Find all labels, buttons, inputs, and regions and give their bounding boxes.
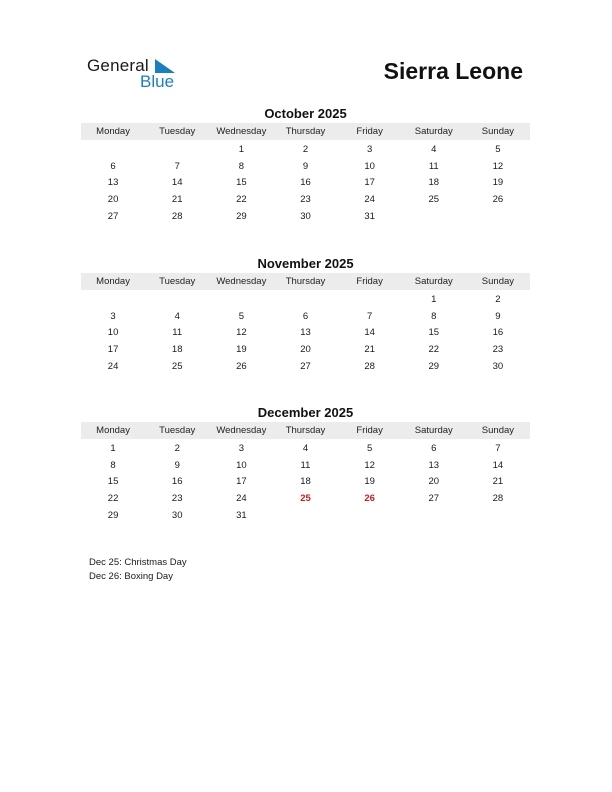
weekday-label: Monday: [96, 126, 130, 137]
day-cell: 21: [364, 344, 375, 356]
month-november: [81, 255, 530, 375]
day-cell: 11: [172, 327, 183, 339]
weekday-label: Sunday: [481, 276, 515, 287]
day-cell: 13: [300, 327, 311, 339]
day-cell: 4: [431, 143, 437, 155]
day-cell: 9: [495, 310, 501, 322]
day-cell: 22: [236, 194, 247, 206]
day-cell: 6: [431, 442, 437, 454]
day-cell: 29: [107, 510, 119, 522]
week-row: [81, 208, 530, 225]
day-cell: 29: [428, 361, 440, 373]
day-cell: 30: [171, 510, 183, 522]
day-cell: 13: [107, 177, 119, 189]
day-cell: 28: [364, 361, 375, 373]
day-cell: 4: [174, 310, 180, 322]
day-cell: 27: [300, 361, 311, 373]
day-cell: 30: [492, 361, 504, 373]
weekday-label: Wednesday: [216, 276, 267, 287]
day-cell: 28: [171, 211, 183, 223]
day-cell: 16: [492, 327, 504, 339]
logo-general-text: General: [87, 56, 149, 75]
weekday-label: Sunday: [481, 126, 515, 137]
day-cell: 9: [302, 160, 309, 172]
week-row: [81, 507, 530, 524]
month-title: November 2025: [257, 256, 354, 271]
day-cell: 12: [236, 327, 247, 339]
weekday-label: Friday: [356, 126, 383, 137]
day-cell: 24: [107, 361, 119, 373]
weekday-label: Thursday: [285, 425, 326, 436]
week-row: [81, 175, 530, 192]
day-cell: 18: [300, 476, 311, 488]
day-cell: 6: [302, 310, 309, 322]
logo-blue-text: Blue: [140, 72, 175, 91]
day-cell: 8: [238, 160, 244, 172]
weekday-label: Tuesday: [159, 276, 196, 287]
weekday-label: Friday: [356, 425, 383, 436]
day-cell: 23: [492, 344, 504, 356]
day-cell: 15: [236, 177, 247, 189]
day-cell: 7: [366, 310, 373, 322]
day-cell: 12: [364, 459, 375, 471]
day-cell: 17: [364, 177, 375, 189]
week-row: [81, 158, 530, 175]
weekday-label: Monday: [96, 425, 130, 436]
weekday-label: Monday: [96, 276, 130, 287]
day-cell: 2: [302, 143, 309, 155]
month-title: October 2025: [264, 106, 347, 121]
week-row: [81, 141, 530, 158]
day-cell: 5: [495, 143, 501, 155]
day-cell: 10: [107, 327, 119, 339]
holiday-day-cell: 26: [364, 493, 375, 505]
day-cell: 22: [107, 493, 119, 505]
day-cell: 15: [107, 476, 119, 488]
day-cell: 20: [300, 344, 311, 356]
day-cell: 8: [110, 459, 116, 471]
month-title: December 2025: [257, 405, 354, 420]
day-cell: 5: [238, 310, 244, 322]
day-cell: 11: [300, 459, 311, 471]
weekday-label: Saturday: [414, 276, 453, 287]
month-october: [81, 105, 530, 225]
day-cell: 20: [428, 476, 440, 488]
week-row: [81, 325, 530, 342]
day-cell: 20: [107, 194, 119, 206]
day-cell: 31: [236, 510, 247, 522]
day-cell: 5: [366, 442, 373, 454]
day-cell: 19: [492, 177, 504, 189]
day-cell: 23: [171, 493, 183, 505]
day-cell: 14: [364, 327, 375, 339]
weekday-header: [81, 123, 530, 140]
logo-flag-icon: [155, 59, 175, 73]
day-cell: 2: [174, 442, 180, 454]
day-cell: 16: [171, 476, 183, 488]
week-row: [81, 490, 530, 507]
weekday-label: Saturday: [414, 425, 453, 436]
day-cell: 25: [428, 194, 440, 206]
weekday-label: Saturday: [414, 126, 453, 137]
day-cell: 26: [236, 361, 247, 373]
day-cell: 10: [236, 459, 247, 471]
weekday-label: Sunday: [481, 425, 515, 436]
month-december: [81, 404, 530, 524]
day-cell: 3: [366, 143, 373, 155]
day-cell: 24: [364, 194, 375, 206]
day-cell: 23: [300, 194, 311, 206]
weekday-label: Friday: [356, 276, 383, 287]
day-cell: 21: [171, 194, 183, 206]
weekday-header: [81, 273, 530, 290]
day-cell: 19: [364, 476, 375, 488]
day-cell: 27: [107, 211, 119, 223]
day-cell: 11: [428, 160, 439, 172]
day-cell: 2: [495, 293, 501, 305]
holiday-day-cell: 25: [300, 493, 311, 505]
day-cell: 29: [236, 211, 247, 223]
day-cell: 13: [428, 459, 440, 471]
weekday-label: Thursday: [285, 126, 326, 137]
day-cell: 19: [236, 344, 247, 356]
day-cell: 1: [238, 143, 244, 155]
day-cell: 1: [110, 442, 116, 454]
week-row: [81, 291, 530, 308]
week-row: [81, 457, 530, 474]
country-title: Sierra Leone: [383, 58, 523, 84]
day-cell: 3: [238, 442, 244, 454]
day-cell: 24: [236, 493, 247, 505]
week-row: [81, 308, 530, 325]
day-cell: 9: [174, 459, 180, 471]
day-cell: 1: [431, 293, 437, 305]
weekday-label: Wednesday: [216, 126, 267, 137]
day-cell: 6: [110, 160, 116, 172]
week-row: [81, 440, 530, 457]
day-cell: 3: [110, 310, 116, 322]
day-cell: 21: [492, 476, 504, 488]
day-cell: 27: [428, 493, 440, 505]
day-cell: 14: [492, 459, 504, 471]
weekday-label: Wednesday: [216, 425, 267, 436]
day-cell: 16: [300, 177, 311, 189]
weekday-header: [81, 422, 530, 439]
day-cell: 22: [428, 344, 440, 356]
weekday-label: Tuesday: [159, 425, 196, 436]
day-cell: 10: [364, 160, 375, 172]
day-cell: 28: [492, 493, 504, 505]
weekday-label: Thursday: [285, 276, 326, 287]
day-cell: 7: [174, 160, 180, 172]
holiday-item: Dec 26: Boxing Day: [89, 571, 173, 582]
day-cell: 7: [495, 442, 501, 454]
day-cell: 15: [428, 327, 440, 339]
week-row: [81, 191, 530, 208]
day-cell: 18: [171, 344, 183, 356]
logo: [87, 56, 187, 92]
holiday-item: Dec 25: Christmas Day: [89, 557, 187, 568]
day-cell: 17: [236, 476, 247, 488]
day-cell: 4: [302, 442, 309, 454]
day-cell: 25: [171, 361, 183, 373]
day-cell: 17: [107, 344, 119, 356]
holiday-list: [89, 556, 187, 584]
day-cell: 12: [492, 160, 504, 172]
day-cell: 30: [300, 211, 311, 223]
day-cell: 14: [171, 177, 183, 189]
week-row: [81, 358, 530, 375]
day-cell: 31: [364, 211, 375, 223]
week-row: [81, 341, 530, 358]
week-row: [81, 474, 530, 491]
weekday-label: Tuesday: [159, 126, 196, 137]
day-cell: 26: [492, 194, 504, 206]
day-cell: 8: [431, 310, 437, 322]
day-cell: 18: [428, 177, 440, 189]
